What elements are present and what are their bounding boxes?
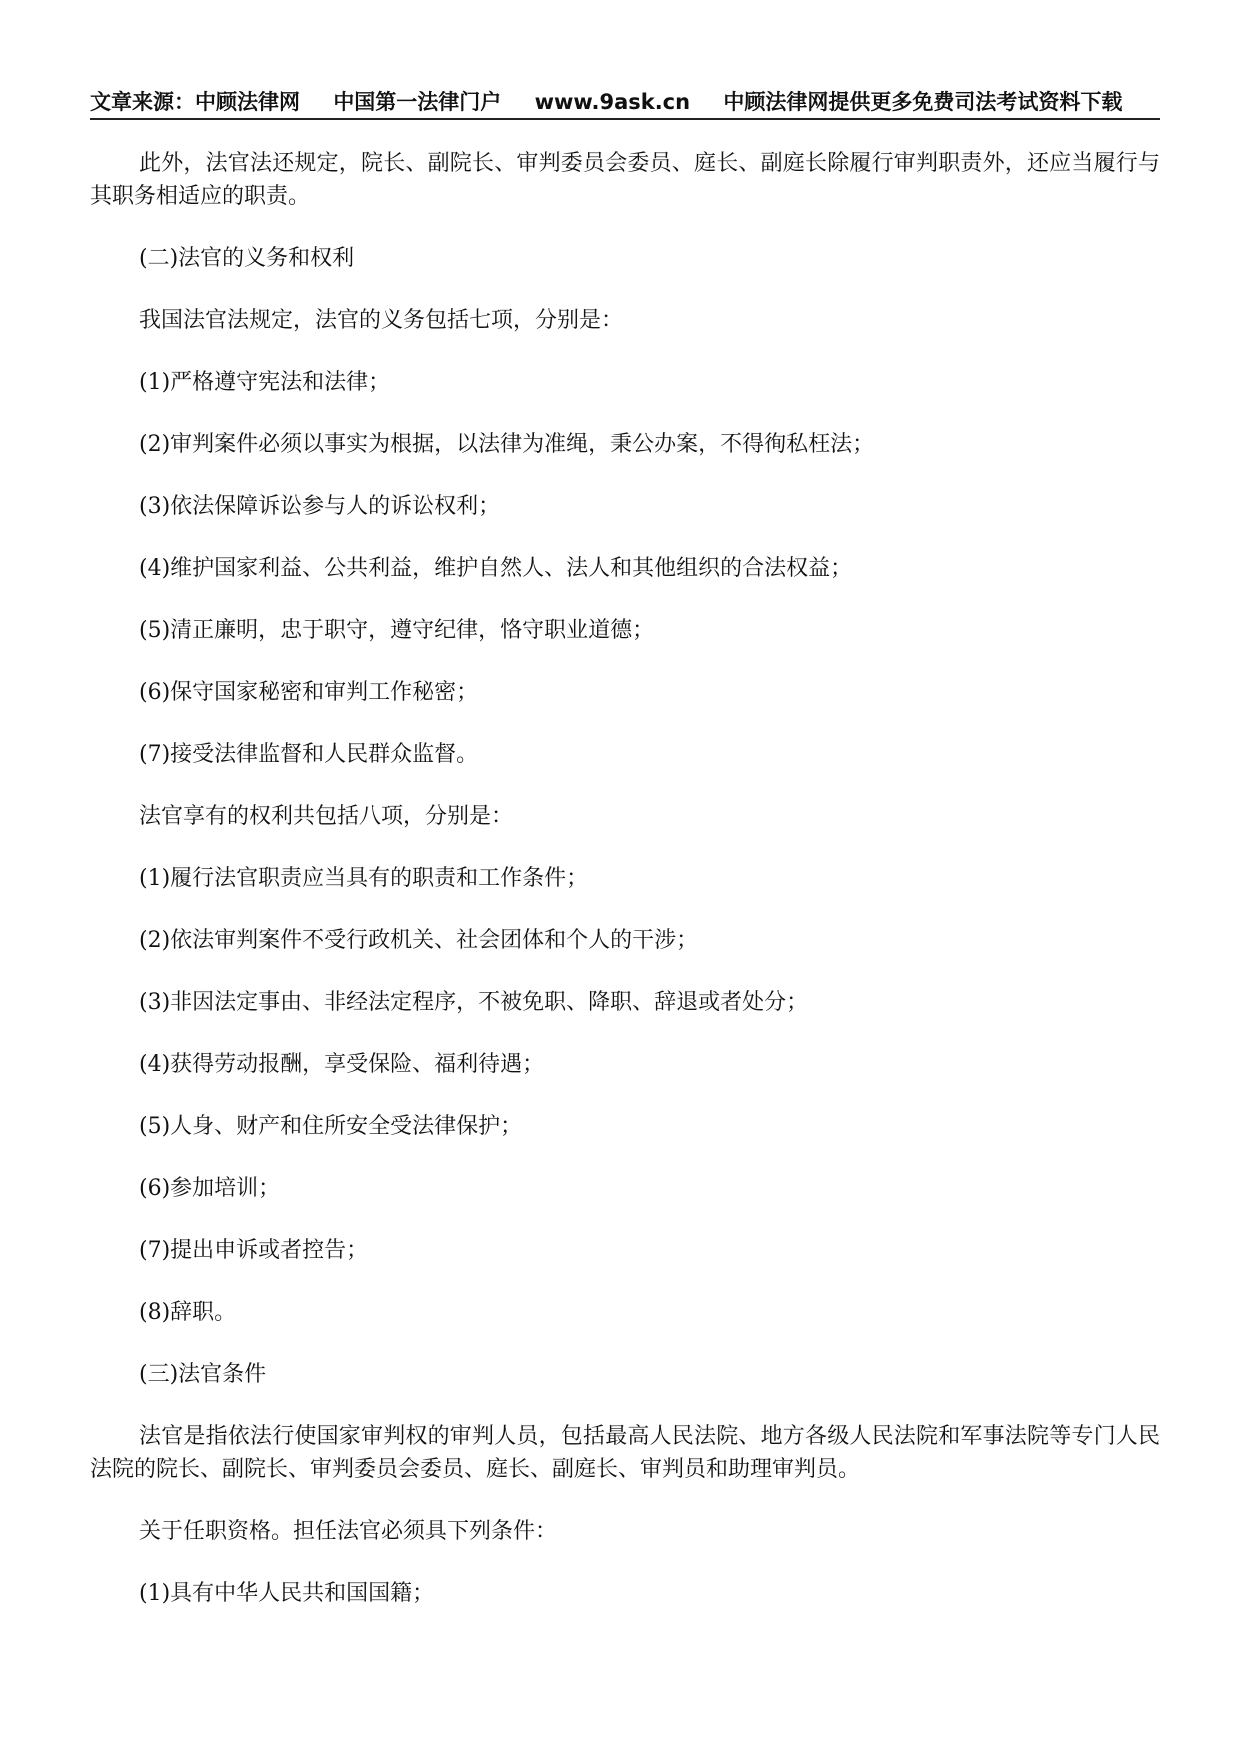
list-item: (8)辞职。 bbox=[139, 1300, 237, 1325]
header-portal: 中国第一法律门户 bbox=[333, 90, 502, 114]
list-item: (7)接受法律监督和人民群众监督。 bbox=[139, 742, 479, 767]
header-promo: 中顾法律网提供更多免费司法考试资料下载 bbox=[723, 90, 1123, 114]
paragraph-judge-definition: 法官是指依法行使国家审判权的审判人员，包括最高人民法院、地方各级人民法院和军事法院等专门人民法院的院长、副院长、审判委员会委员、庭长、副庭长、审判员和助理审判员。 bbox=[90, 1424, 1160, 1482]
section-heading-duties-rights: (二)法官的义务和权利 bbox=[139, 246, 355, 271]
list-item: (1)履行法官职责应当具有的职责和工作条件； bbox=[139, 866, 589, 891]
page-header bbox=[90, 87, 1160, 117]
list-item: (5)清正廉明，忠于职守，遵守纪律，恪守职业道德； bbox=[139, 618, 655, 643]
header-source: 文章来源：中顾法律网 bbox=[90, 90, 300, 114]
list-item: (2)审判案件必须以事实为根据，以法律为准绳，秉公办案，不得徇私枉法； bbox=[139, 432, 875, 457]
list-item: (6)保守国家秘密和审判工作秘密； bbox=[139, 680, 479, 705]
paragraph-qualifications-intro: 关于任职资格。担任法官必须具下列条件： bbox=[139, 1519, 558, 1544]
document-body bbox=[90, 147, 1160, 1639]
paragraph-intro: 此外，法官法还规定，院长、副院长、审判委员会委员、庭长、副庭长除履行审判职责外，还应当履行与其职务相适应的职责。 bbox=[90, 151, 1160, 209]
list-item: (6)参加培训； bbox=[139, 1176, 281, 1201]
list-item: (1)具有中华人民共和国国籍； bbox=[139, 1581, 435, 1606]
list-item: (4)维护国家利益、公共利益，维护自然人、法人和其他组织的合法权益； bbox=[139, 556, 853, 581]
list-item: (2)依法审判案件不受行政机关、社会团体和个人的干涉； bbox=[139, 928, 699, 953]
header-site-link[interactable]: www.9ask.cn bbox=[534, 90, 691, 114]
list-item: (5)人身、财产和住所安全受法律保护； bbox=[139, 1114, 523, 1139]
list-item: (3)依法保障诉讼参与人的诉讼权利； bbox=[139, 494, 501, 519]
paragraph-duties-intro: 我国法官法规定，法官的义务包括七项，分别是： bbox=[139, 308, 624, 333]
list-item: (4)获得劳动报酬，享受保险、福利待遇； bbox=[139, 1052, 545, 1077]
list-item: (3)非因法定事由、非经法定程序，不被免职、降职、辞退或者处分； bbox=[139, 990, 809, 1015]
list-item: (7)提出申诉或者控告； bbox=[139, 1238, 369, 1263]
list-item: (1)严格遵守宪法和法律； bbox=[139, 370, 391, 395]
section-heading-conditions: (三)法官条件 bbox=[139, 1362, 267, 1387]
paragraph-rights-intro: 法官享有的权利共包括八项，分别是： bbox=[139, 804, 514, 829]
header-divider bbox=[90, 118, 1160, 120]
